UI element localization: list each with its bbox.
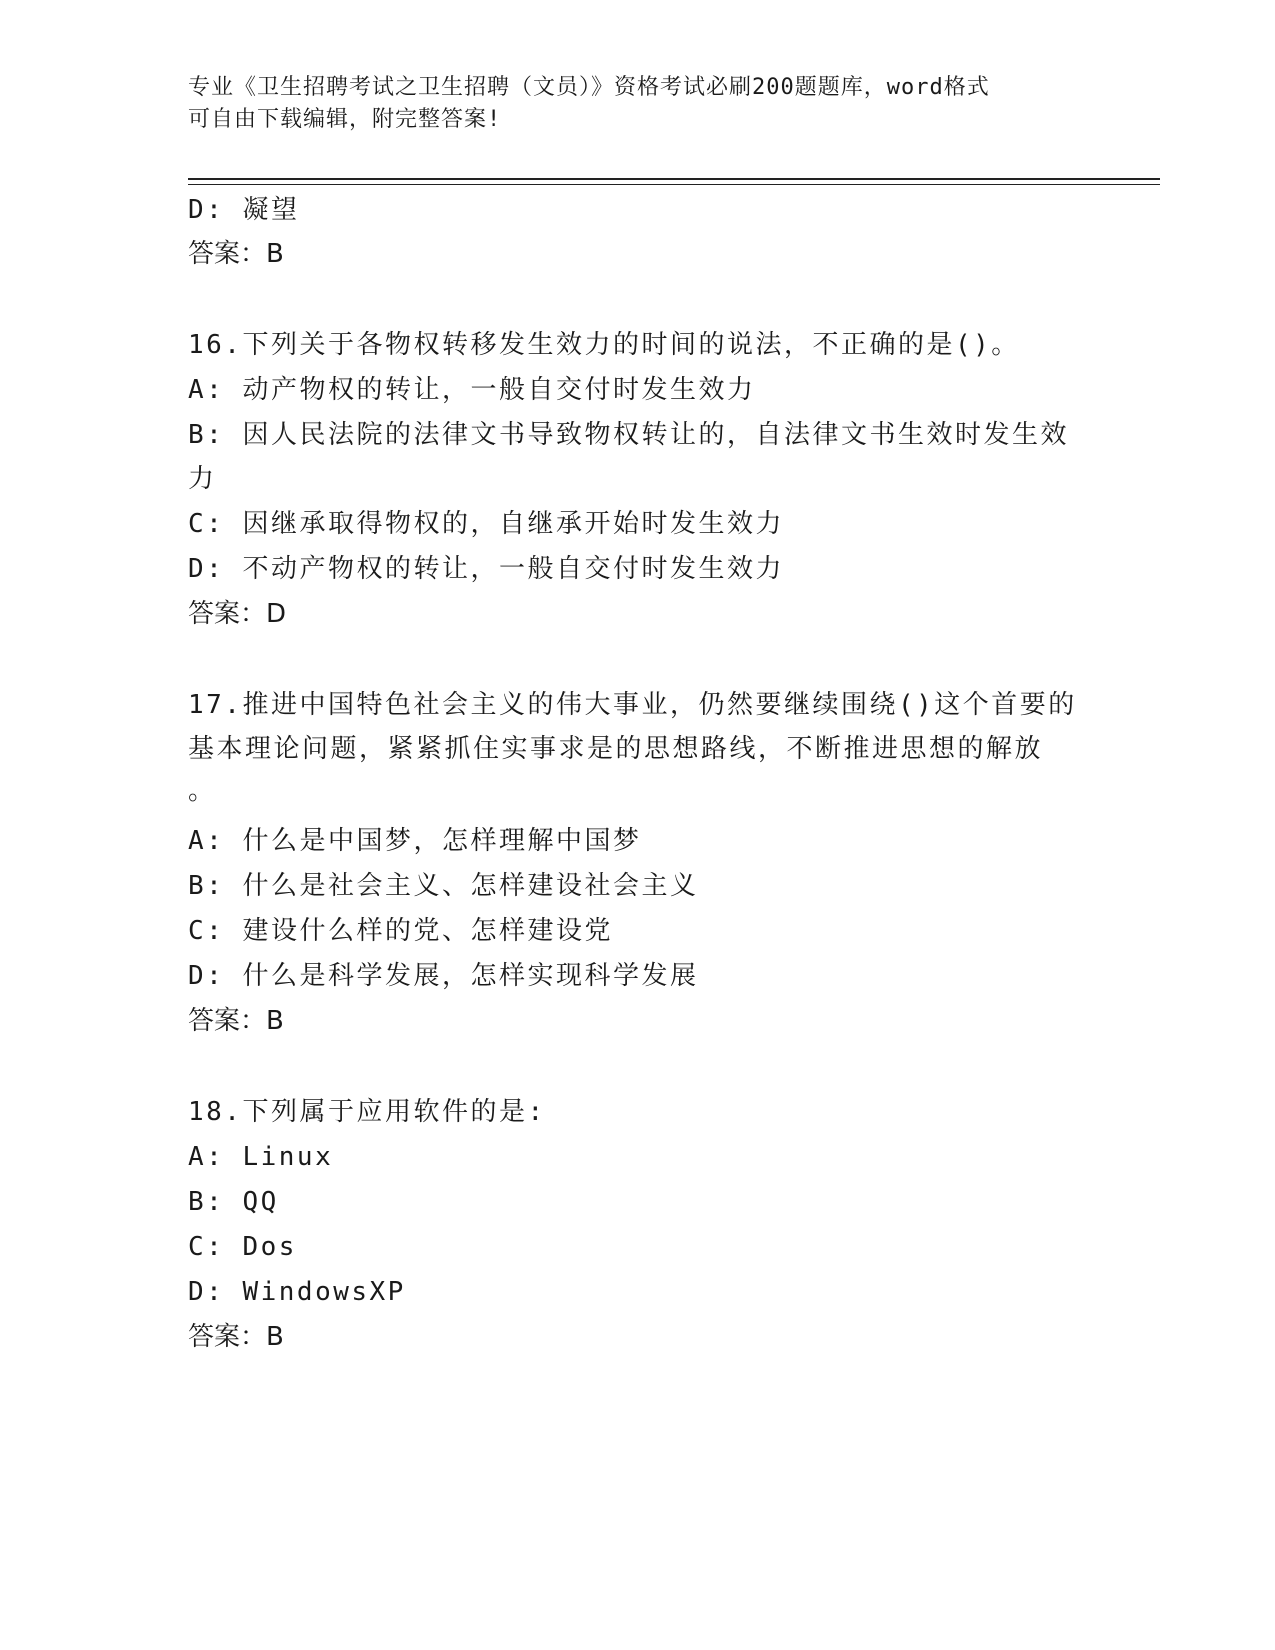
document-header	[188, 72, 1068, 136]
header-rule-thick	[188, 178, 1160, 180]
q18-option-b: B: QQ	[188, 1187, 279, 1217]
q17-stem-line-2: 基本理论问题，紧紧抓住实事求是的思想路线，不断推进思想的解放	[188, 734, 1044, 764]
q16-option-d: D: 不动产物权的转让，一般自交付时发生效力	[188, 554, 784, 584]
q16-answer: 答案：D	[188, 599, 287, 629]
q16-stem: 16.下列关于各物权转移发生效力的时间的说法，不正确的是()。	[188, 330, 1020, 360]
prev-answer: 答案：B	[188, 239, 284, 269]
q16-option-a: A: 动产物权的转让，一般自交付时发生效力	[188, 375, 756, 405]
q16-option-c: C: 因继承取得物权的，自继承开始时发生效力	[188, 509, 784, 539]
q18-stem: 18.下列属于应用软件的是:	[188, 1097, 546, 1127]
prev-option-d: D: 凝望	[188, 195, 300, 225]
q17-option-b: B: 什么是社会主义、怎样建设社会主义	[188, 871, 699, 901]
header-rule-thin	[188, 184, 1160, 185]
q17-stem-line-3: 。	[188, 776, 217, 806]
header-title-line-1: 专业《卫生招聘考试之卫生招聘（文员）》资格考试必刷200题题库，word格式	[188, 75, 990, 100]
q17-stem-line-1: 17.推进中国特色社会主义的伟大事业，仍然要继续围绕()这个首要的	[188, 690, 1077, 720]
q18-option-c: C: Dos	[188, 1232, 297, 1262]
header-title-line-2: 可自由下载编辑，附完整答案!	[188, 107, 502, 132]
q18-option-d: D: WindowsXP	[188, 1277, 406, 1307]
q16-option-b-line-1: B: 因人民法院的法律文书导致物权转让的，自法律文书生效时发生效	[188, 420, 1069, 450]
q18-answer: 答案：B	[188, 1322, 284, 1352]
q17-option-d: D: 什么是科学发展，怎样实现科学发展	[188, 961, 699, 991]
q17-option-a: A: 什么是中国梦，怎样理解中国梦	[188, 826, 642, 856]
q17-answer: 答案：B	[188, 1006, 284, 1036]
q16-option-b-line-2: 力	[188, 464, 217, 494]
q18-option-a: A: Linux	[188, 1142, 334, 1172]
q17-option-c: C: 建设什么样的党、怎样建设党	[188, 916, 613, 946]
